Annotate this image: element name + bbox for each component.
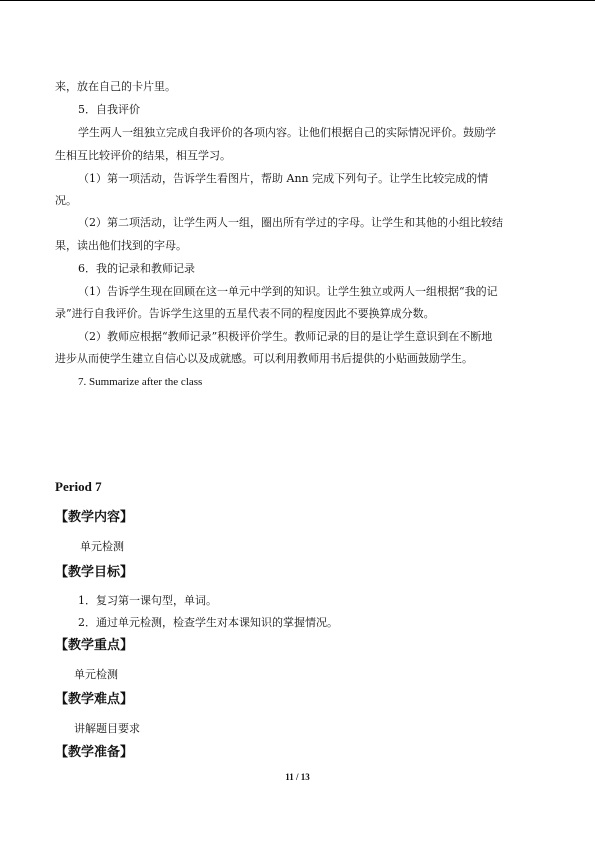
paragraph-line: （2）第二项活动，让学生两人一组，圈出所有学过的字母。让学生和其他的小组比较结: [78, 216, 503, 229]
section-text: 讲解题目要求: [74, 722, 140, 735]
paragraph-line: 生相互比较评价的结果，相互学习。: [55, 149, 231, 162]
paragraph-line: （1）第一项活动，告诉学生看图片，帮助 Ann 完成下列句子。让学生比较完成的情: [78, 172, 489, 185]
list-item-heading: 6．我的记录和教师记录: [78, 262, 195, 275]
section-heading-goals: 【教学目标】: [55, 565, 134, 580]
section-heading-key-points: 【教学重点】: [55, 638, 134, 653]
list-item-heading: 5．自我评价: [78, 103, 140, 116]
paragraph-line: 果，读出他们找到的字母。: [55, 239, 187, 252]
section-text: 2．通过单元检测，检查学生对本课知识的掌握情况。: [78, 616, 338, 629]
list-item-heading: 7. Summarize after the class: [78, 376, 203, 388]
paragraph-line: （2）教师应根据“教师记录”积极评价学生。教师记录的目的是让学生意识到在不断地: [78, 330, 493, 343]
section-heading-preparation: 【教学准备】: [55, 745, 134, 760]
page-top-border: [0, 0, 595, 1]
period-title: Period 7: [55, 479, 102, 494]
paragraph-line: 录”进行自我评价。告诉学生这里的五星代表不同的程度因此不要换算成分数。: [55, 307, 435, 320]
paragraph-line: （1）告诉学生现在回顾在这一单元中学到的知识。让学生独立或两人一组根据“我的记: [78, 285, 498, 298]
section-text: 单元检测: [80, 540, 124, 553]
section-text: 1．复习第一课句型，单词。: [78, 594, 217, 607]
paragraph-line: 来，放在自己的卡片里。: [55, 80, 176, 93]
paragraph-line: 学生两人一组独立完成自我评价的各项内容。让他们根据自己的实际情况评价。鼓励学: [78, 126, 496, 139]
section-heading-difficulties: 【教学难点】: [55, 692, 134, 707]
section-text: 单元检测: [74, 668, 118, 681]
paragraph-line: 况。: [55, 194, 77, 207]
page-number: 11 / 13: [285, 772, 310, 782]
paragraph-line: 进步从而使学生建立自信心以及成就感。可以利用教师用书后提供的小贴画鼓励学生。: [55, 352, 473, 365]
section-heading-content: 【教学内容】: [55, 510, 134, 525]
